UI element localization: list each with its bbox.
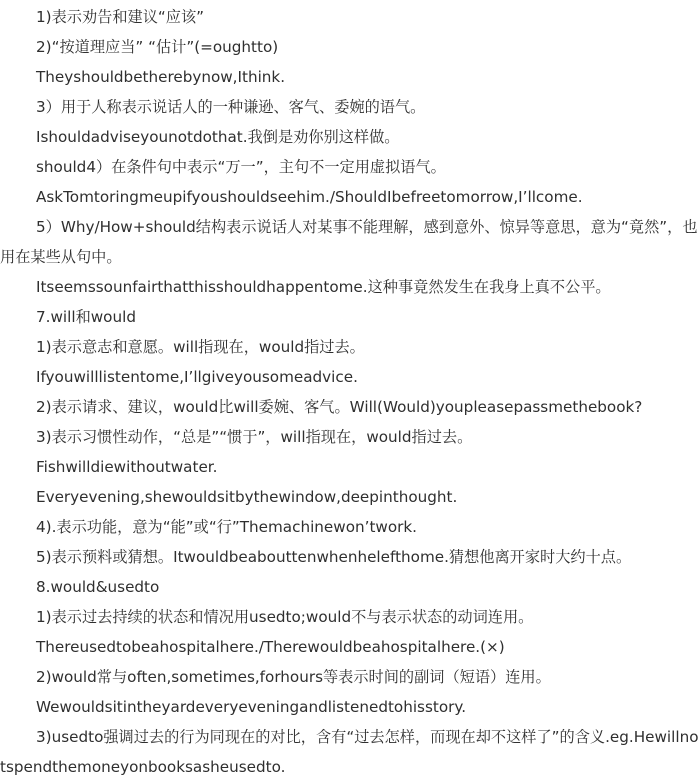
document-body	[0, 2, 700, 782]
text-line: should4）在条件句中表示“万一”，主句不一定用虚拟语气。	[36, 158, 446, 176]
text-line: 2)“按道理应当” “估计”(=oughtto)	[36, 38, 279, 56]
text-line: 3)表示习惯性动作，“总是”“惯于”，will指现在，would指过去。	[36, 428, 473, 446]
text-line: 3)usedto强调过去的行为同现在的对比，含有“过去怎样，而现在却不这样了”的含义.eg.Hewillnotspendthemoneyonbooksasheusedto.	[0, 728, 699, 776]
text-line: Wewouldsitintheyardeveryeveningandlistenedtohisstory.	[36, 698, 467, 716]
text-line: 3）用于人称表示说话人的一种谦逊、客气、委婉的语气。	[36, 98, 426, 116]
section-heading: 8.would&usedto	[36, 578, 160, 596]
text-line: 1)表示过去持续的状态和情况用usedto;would不与表示状态的动词连用。	[36, 608, 534, 626]
text-line: Ifyouwilllistentome,I’llgiveyousomeadvice.	[36, 368, 358, 386]
text-line: 1)表示劝告和建议“应该”	[36, 8, 205, 26]
text-line: 5)表示预料或猜想。Itwouldbeabouttenwhenhelefthome.猜想他离开家时大约十点。	[36, 548, 632, 566]
text-line: Ishouldadviseyounotdothat.我倒是劝你别这样做。	[36, 128, 400, 146]
text-line: AskTomtoringmeupifyoushouldseehim./ShouldIbefreetomorrow,I’llcome.	[36, 188, 583, 206]
text-line: Everyevening,shewouldsitbythewindow,deepinthought.	[36, 488, 458, 506]
text-line: 5）Why/How+should结构表示说话人对某事不能理解，感到意外、惊异等意思，意为“竟然”，也用在某些从句中。	[0, 218, 698, 266]
text-line: Theyshouldbetherebynow,Ithink.	[36, 68, 286, 86]
section-heading: 7.will和would	[36, 308, 136, 326]
text-line: 4).表示功能，意为“能”或“行”Themachinewon’twork.	[36, 518, 417, 536]
text-line: Itseemssounfairthatthisshouldhappentome.这种事竟然发生在我身上真不公平。	[36, 278, 611, 296]
text-line: Fishwilldiewithoutwater.	[36, 458, 218, 476]
text-line: 2)表示请求、建议，would比will委婉、客气。Will(Would)youpleasepassmethebook?	[36, 398, 643, 416]
text-line: Thereusedtobeahospitalhere./Therewouldbeahospitalhere.(×)	[36, 638, 505, 656]
text-line: 1)表示意志和意愿。will指现在，would指过去。	[36, 338, 365, 356]
text-line: 2)would常与often,sometimes,forhours等表示时间的副词（短语）连用。	[36, 668, 551, 686]
